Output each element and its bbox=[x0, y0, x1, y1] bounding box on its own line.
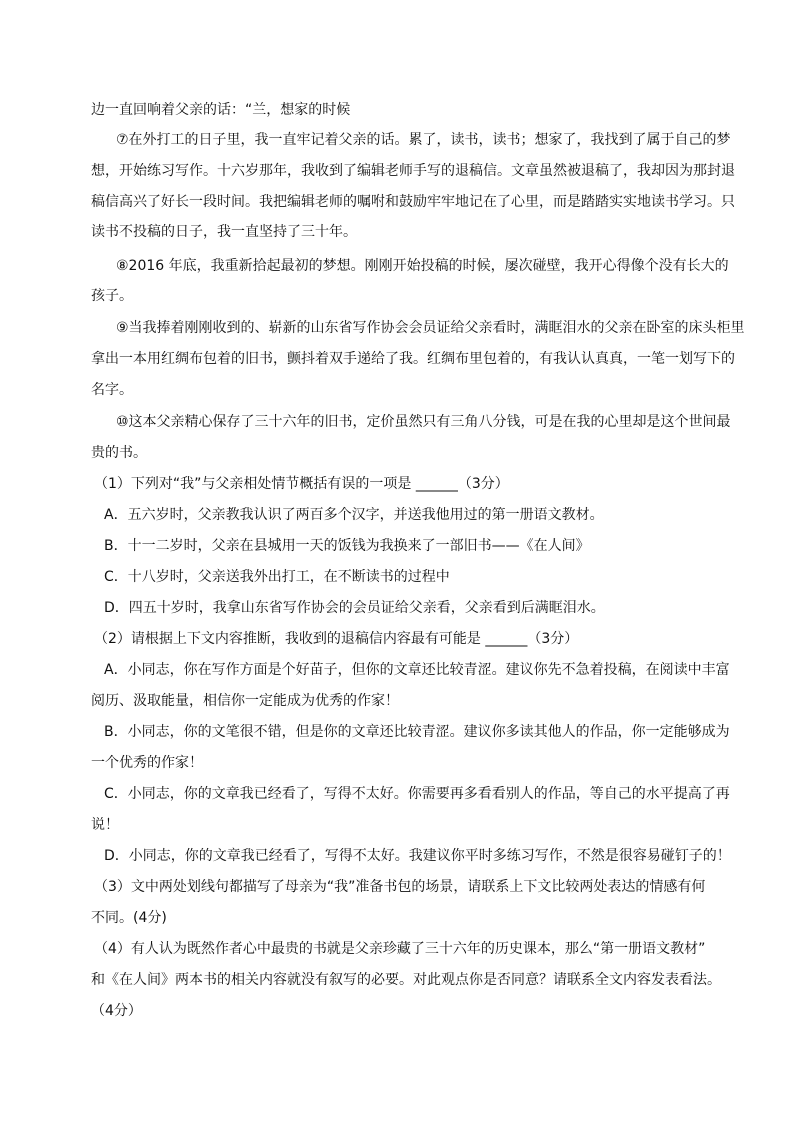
paragraph-10-line: 贵的书。 bbox=[91, 445, 147, 461]
paragraph-9-line: ⑨当我捧着刚刚收到的、崭新的山东省写作协会会员证给父亲看时，满眶泪水的父亲在卧室的床头柜里 bbox=[116, 320, 745, 336]
paragraph-10-line: ⑩这本父亲精心保存了三十六年的旧书，定价虽然只有三角八分钱，可是在我的心里却是这个世间最 bbox=[116, 414, 731, 430]
question-2-option-c-cont: 说！ bbox=[91, 817, 119, 833]
question-1-option-a: A．五六岁时，父亲教我认识了两百多个汉字，并送我他用过的第一册语文教材。 bbox=[104, 507, 604, 523]
question-4-score: （4分） bbox=[91, 1003, 142, 1019]
question-2-option-d: D．小同志，你的文章我已经看了，写得不太好。我建议你平时多练习写作，不然是很容易碰钉子的！ bbox=[104, 848, 731, 864]
paragraph-9-line: 名字。 bbox=[91, 382, 133, 398]
paragraph-7-line: 想，开始练习写作。十六岁那年，我收到了编辑老师手写的退稿信。文章虽然被退稿了，我却因为那封退 bbox=[91, 163, 735, 179]
paragraph-7-line: 稿信高兴了好长一段时间。我把编辑老师的嘱咐和鼓励牢牢地记在了心里，而是踏踏实实地读书学习。只 bbox=[91, 194, 735, 210]
paragraph-7-line: ⑦在外打工的日子里，我一直牢记着父亲的话。累了，读书，读书；想家了，我找到了属于自己的梦 bbox=[116, 132, 731, 148]
question-2-option-c: C．小同志，你的文章我已经看了，写得不太好。你需要再多看看别人的作品，等自己的水平提高了再 bbox=[104, 786, 730, 802]
question-3-stem-cont: 不同。(4分) bbox=[91, 910, 167, 926]
question-4-stem: （4）有人认为既然作者心中最贵的书就是父亲珍藏了三十六年的历史课本，那么“第一册语文教材” bbox=[94, 941, 706, 957]
paragraph-7-line: 读书不投稿的日子，我一直坚持了三十年。 bbox=[91, 224, 357, 240]
question-1-option-b: B．十一二岁时，父亲在县城用一天的饭钱为我换来了一部旧书——《在人间》 bbox=[104, 538, 590, 554]
passage-line: 边一直回响着父亲的话：“兰，想家的时候 bbox=[91, 102, 351, 118]
question-1-option-c: C．十八岁时，父亲送我外出打工，在不断读书的过程中 bbox=[104, 569, 450, 585]
paragraph-8-line: ⑧2016 年底，我重新拾起最初的梦想。刚刚开始投稿的时候，屡次碰壁，我开心得像个没有长大的 bbox=[116, 258, 729, 274]
question-3-stem: （3）文中两处划线句都描写了母亲为“我”准备书包的场景，请联系上下文比较两处表达的情感有何 bbox=[94, 879, 706, 895]
question-1-stem: （1）下列对“我”与父亲相处情节概括有误的一项是 ______（3分） bbox=[94, 476, 509, 492]
question-4-stem-cont: 和《在人间》两本书的相关内容就没有叙写的必要。对此观点你是否同意？请联系全文内容发表看法。 bbox=[91, 972, 721, 988]
paragraph-8-line: 孩子。 bbox=[91, 288, 133, 304]
question-2-option-b-cont: 一个优秀的作家！ bbox=[91, 755, 203, 771]
paragraph-9-line: 拿出一本用红绸布包着的旧书，颤抖着双手递给了我。红绸布里包着的，有我认认真真，一笔一划写下的 bbox=[91, 351, 735, 367]
question-2-option-a-cont: 阅历、汲取能量，相信你一定能成为优秀的作家！ bbox=[91, 693, 399, 709]
question-2-option-a: A．小同志，你在写作方面是个好苗子，但你的文章还比较青涩。建议你先不急着投稿，在阅读中丰富 bbox=[104, 662, 730, 678]
question-1-option-d: D．四五十岁时，我拿山东省写作协会的会员证给父亲看，父亲看到后满眶泪水。 bbox=[104, 600, 605, 616]
question-2-stem: （2）请根据上下文内容推断，我收到的退稿信内容最有可能是 ______（3分） bbox=[94, 631, 579, 647]
question-2-option-b: B．小同志，你的文笔很不错，但是你的文章还比较青涩。建议你多读其他人的作品，你一定能够成为 bbox=[104, 724, 730, 740]
